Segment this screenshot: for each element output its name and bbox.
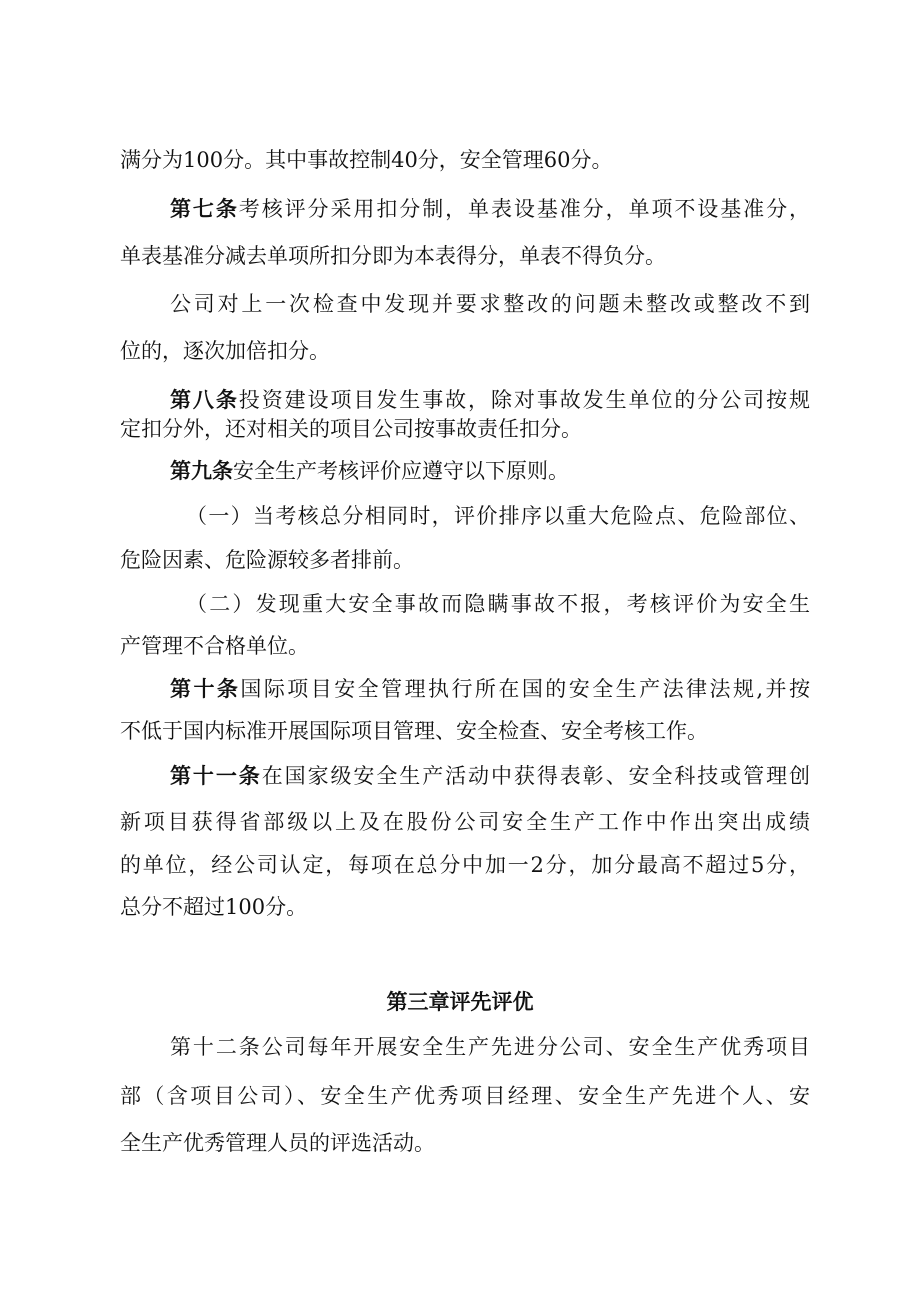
paragraph-text: 国际项目安全管理执行所在国的安全生产法律法规,并按 [240,677,810,701]
paragraph-line [170,288,810,320]
article-8-line-2 [120,413,810,445]
article-11-line-2 [120,806,810,838]
item-2-line-1 [186,588,810,620]
article-10-line-2 [120,715,810,747]
paragraph-text: 考核评分采用扣分制，单表设基准分，单项不设基准分， [238,197,810,221]
paragraph-text: 的单位，经公司认定，每项在总分中加一2分，加分最高不超过5分， [120,853,810,877]
paragraph-text: 第十二条公司每年开展安全生产先进分公司、安全生产优秀项目 [170,1035,810,1059]
article-12-line-2 [120,1080,810,1112]
chapter-title: 第三章评先评优 [386,989,534,1014]
article-label: 第八条 [170,387,239,412]
paragraph-text: 不低于国内标准开展国际项目管理、安全检查、安全考核工作。 [120,719,708,743]
article-label: 第十一条 [170,763,262,788]
paragraph-text: 新项目获得省部级以上及在股份公司安全生产工作中作出突出成绩 [120,810,810,834]
paragraph-text: 安全生产考核评价应遵守以下原则。 [233,459,569,483]
paragraph-text: 部（含项目公司）、安全生产优秀项目经理、安全生产先进个人、安 [120,1084,810,1108]
paragraph-text: 总分不超过100分。 [120,895,308,919]
article-11-line-1 [170,760,810,792]
article-9-line-1 [170,455,810,487]
paragraph-text: 满分为100分。其中事故控制40分，安全管理60分。 [120,148,613,172]
paragraph-text: 全生产优秀管理人员的评选活动。 [120,1131,435,1155]
paragraph-text: 公司对上一次检查中发现并要求整改的问题未整改或整改不到 [170,292,810,316]
article-11-line-4 [120,891,810,923]
paragraph-text: 单表基准分减去单项所扣分即为本表得分，单表不得负分。 [120,244,666,268]
article-12-line-1 [170,1031,810,1063]
paragraph-text: 投资建设项目发生事故，除对事故发生单位的分公司按规 [238,388,810,412]
paragraph-line [120,335,810,367]
article-8-line-1 [170,384,810,416]
item-2-line-2 [120,630,810,662]
article-7-line-1 [170,193,810,225]
article-12-line-3 [120,1127,810,1159]
paragraph-text: 危险因素、危险源较多者排前。 [120,548,414,572]
article-11-line-3 [120,849,810,881]
item-1-line-2 [120,544,810,576]
article-label: 第七条 [170,196,239,221]
paragraph-text: 产管理不合格单位。 [120,634,309,658]
paragraph-text: 定扣分外，还对相关的项目公司按事故责任扣分。 [120,417,582,441]
paragraph-text: 位的，逐次加倍扣分。 [120,339,330,363]
article-label: 第十条 [170,676,241,701]
paragraph-text: （二）发现重大安全事故而隐瞒事故不报，考核评价为安全生 [186,592,810,616]
article-label: 第九条 [170,458,233,483]
text-line [120,144,810,176]
article-10-line-1 [170,673,810,705]
paragraph-text: 在国家级安全生产活动中获得表彰、安全科技或管理创 [261,764,810,788]
article-7-line-2 [120,240,810,272]
item-1-line-1 [186,500,810,532]
paragraph-text: （一）当考核总分相同时，评价排序以重大危险点、危险部位、 [186,504,810,528]
